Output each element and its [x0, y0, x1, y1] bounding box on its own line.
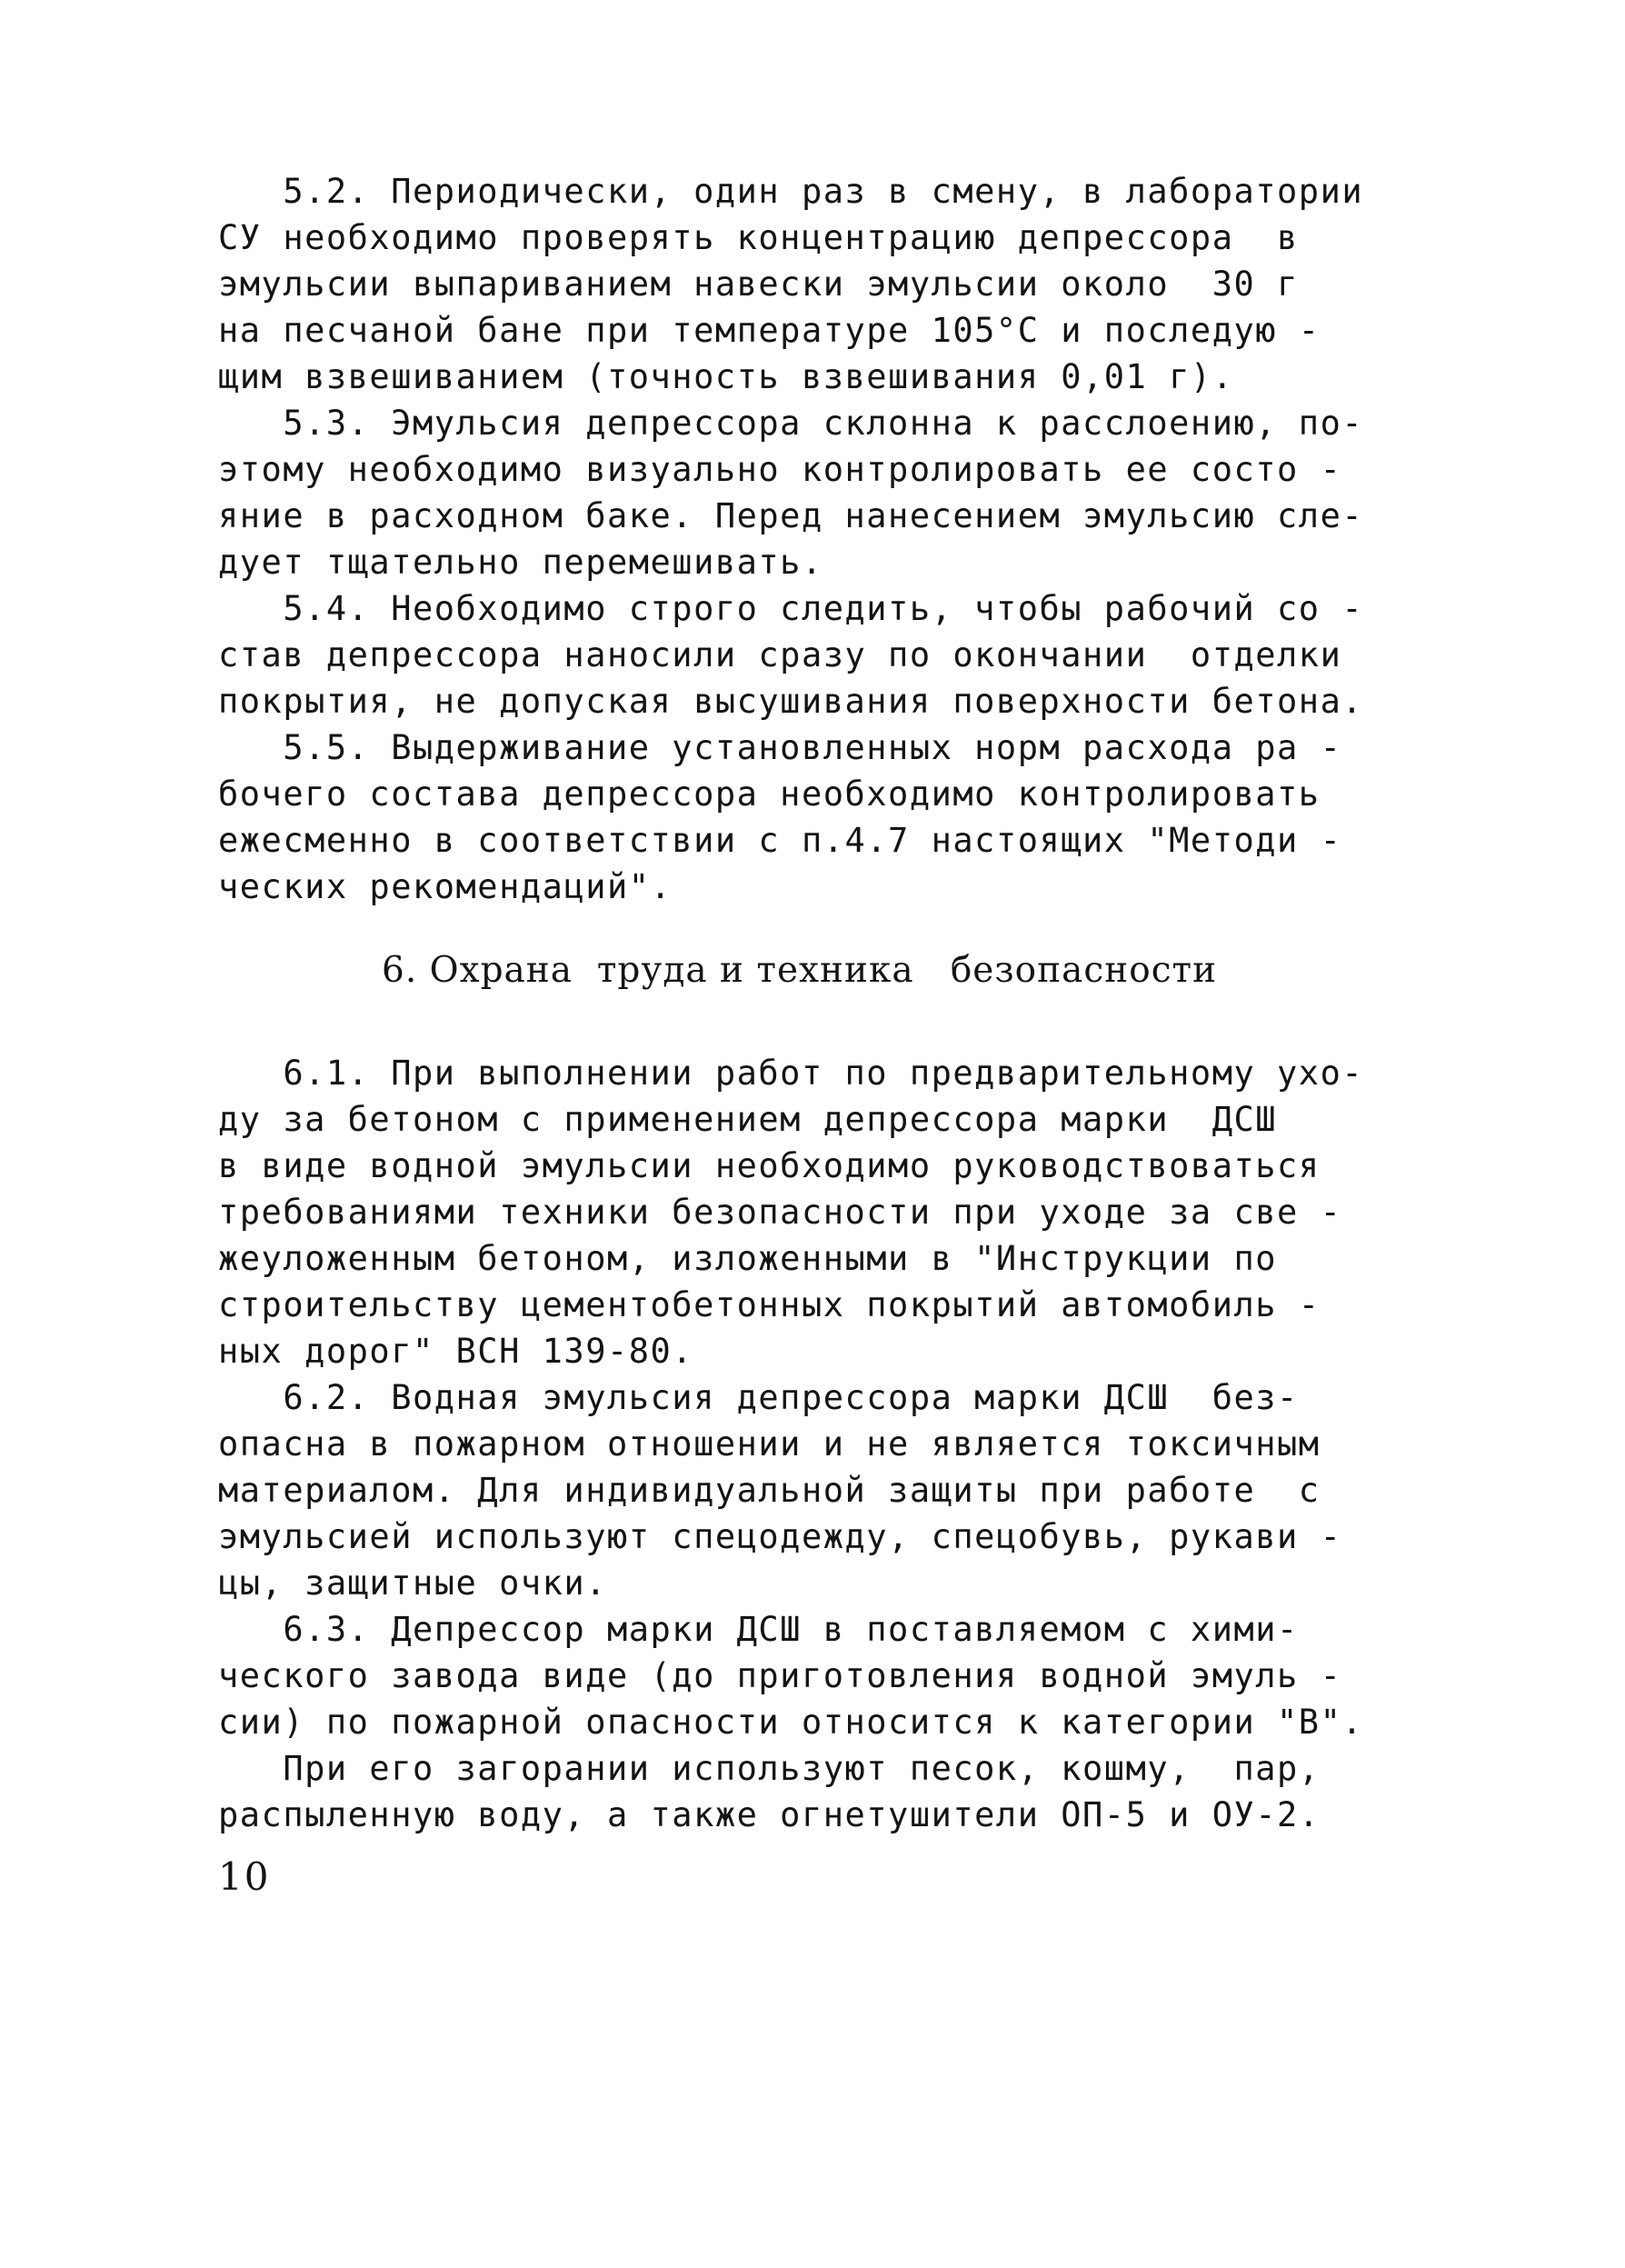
text-line: ду за бетоном с применением депрессора марки ДСШ [218, 1100, 1278, 1139]
text-line: 5.5. Выдерживание установленных норм расхода ра - [218, 728, 1342, 767]
page-number: 10 [218, 1854, 271, 1899]
text-line: этому необходимо визуально контролировать ее состо - [218, 450, 1342, 489]
paragraph-5-3 [218, 400, 1391, 585]
text-line: дует тщательно перемешивать. [218, 543, 823, 582]
text-line: в виде водной эмульсии необходимо руководствоваться [218, 1146, 1321, 1185]
text-line: материалом. Для индивидуальной защиты при работе с [218, 1471, 1321, 1510]
section-6-heading: 6. Охрана труда и техника безопасности [382, 950, 1218, 991]
section-5-text [218, 168, 1391, 910]
text-line: сии) по пожарной опасности относится к категории "В". [218, 1703, 1364, 1742]
text-line: эмульсии выпариванием навески эмульсии около 30 г [218, 265, 1299, 304]
text-line: 5.3. Эмульсия депрессора склонна к расслоению, по- [218, 404, 1364, 443]
text-line: ежесменно в соответствии с п.4.7 настоящих "Методи - [218, 821, 1342, 860]
text-line: 5.4. Необходимо строго следить, чтобы рабочий со - [218, 589, 1364, 628]
text-line: на песчаной бане при температуре 105°С и последую - [218, 311, 1321, 350]
text-line: опасна в пожарном отношении и не является токсичным [218, 1424, 1321, 1464]
text-line: требованиями техники безопасности при уходе за све - [218, 1193, 1342, 1232]
paragraph-5-4 [218, 585, 1391, 724]
text-line: ческих рекомендаций". [218, 867, 673, 906]
paragraph-5-2 [218, 168, 1391, 400]
text-line: щим взвешиванием (точность взвешивания 0,01 г). [218, 357, 1234, 396]
paragraph-5-5 [218, 724, 1391, 910]
text-line: став депрессора наносили сразу по окончании отделки [218, 635, 1342, 674]
paragraph-6-2 [218, 1374, 1391, 1606]
paragraph-6-3 [218, 1606, 1391, 1745]
paragraph-6-3-continued [218, 1745, 1391, 1838]
text-line: бочего состава депрессора необходимо контролировать [218, 774, 1321, 814]
text-line: 6.1. При выполнении работ по предварительному ухо- [218, 1054, 1364, 1093]
text-line: При его загорании используют песок, кошму, пар, [218, 1749, 1321, 1788]
text-line: покрытия, не допуская высушивания поверхности бетона. [218, 682, 1364, 721]
text-line: ных дорог" ВСН 139-80. [218, 1332, 694, 1371]
section-6-text [218, 1050, 1391, 1838]
text-line: цы, защитные очки. [218, 1564, 607, 1603]
text-line: яние в расходном баке. Перед нанесением эмульсию сле- [218, 496, 1364, 535]
text-line: ческого завода виде (до приготовления водной эмуль - [218, 1656, 1342, 1695]
text-line: эмульсией используют спецодежду, спецобувь, рукави - [218, 1517, 1342, 1556]
paragraph-6-1 [218, 1050, 1391, 1374]
text-line: распыленную воду, а также огнетушители ОП-5 и ОУ-2. [218, 1795, 1321, 1834]
text-line: СУ необходимо проверять концентрацию депрессора в [218, 218, 1299, 257]
text-line: строительству цементобетонных покрытий автомобиль - [218, 1285, 1321, 1324]
text-line: жеуложенным бетоном, изложенными в "Инструкции по [218, 1239, 1278, 1278]
text-line: 5.2. Периодически, один раз в смену, в лаборатории [218, 172, 1364, 211]
text-line: 6.2. Водная эмульсия депрессора марки ДСШ без- [218, 1378, 1299, 1417]
text-line: 6.3. Депрессор марки ДСШ в поставляемом с хими- [218, 1610, 1299, 1649]
